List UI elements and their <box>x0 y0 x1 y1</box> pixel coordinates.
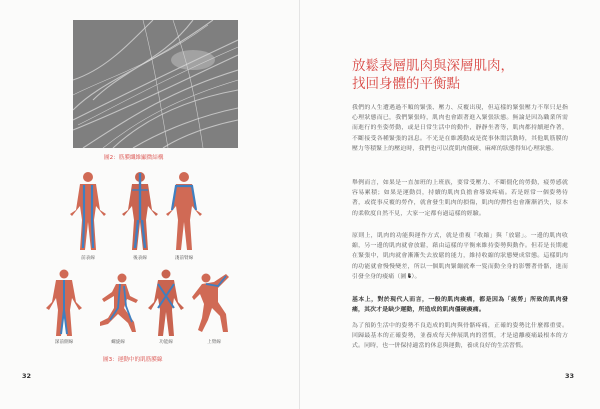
anatomy-figure-arm-line <box>162 170 206 252</box>
anatomy-figure-front-line <box>66 170 110 252</box>
fascia-micrograph-image <box>73 20 238 148</box>
paragraph-1-text: 我們的人生遭遇過不順的緊張、壓力、反覆出現，但這樣的緊張壓力不單只是指心理狀態而已，我們緊張時，肌肉也會跟著進入緊張狀態。無論是因為職業所需而進行的坐姿勞動，或是日常生活中的動作，靜靜坐著等，肌肉都持續運作著，不斷接受各種緊張的訊息。不光是在維護動或是從事休閒活動時，其他肌筋膜的壓力等積緊上的壓迫時，我們也可以從肌肉僵硬、麻痺的狀態得知心理狀態。 <box>352 105 568 152</box>
paragraph-3-text: 原則上，肌肉的功能與運作方式，就是重複「收縮」與「放鬆」。一邊的肌肉收縮，另一邊的肌肉就會放鬆，藉由這樣的平衡來維持姿勢與動作。但若是長期處在緊張中，肌肉就會漸漸失去放鬆的能力，維持收縮的狀態變成常態。這樣肌肉的功能就會慢慢變差，所以一個肌肉緊繃就牽一髮而動全身的影響著骨骼，進而引發全身的痠痛（圖 <box>352 233 568 280</box>
anatomy-figure-deep-front <box>44 268 84 338</box>
body-paragraph-3 <box>352 231 568 293</box>
figure-label-1: 前表線 <box>81 256 95 261</box>
figure-label-3: 淺前臂線 <box>174 256 194 261</box>
anatomy-figure-back-line <box>118 170 162 252</box>
anatomy-figure-functional <box>146 268 186 338</box>
figure-label-5: 螺旋線 <box>111 340 125 345</box>
figure-label-4: 深前側線 <box>54 340 74 345</box>
left-page-number: 32 <box>22 372 32 380</box>
chapter-title-line-2: 找回身體的平衡點 <box>352 76 460 92</box>
figure-label-2: 後表線 <box>133 256 147 261</box>
figure-label-6: 功能線 <box>159 340 173 345</box>
body-paragraph-5 <box>352 321 568 361</box>
paragraph-2-text: 舉例而言，如果是一直加班的上班族，要常受壓力、不斷僵化的勞動，疲勞感就容易累積；如果是運動員，持續的肌肉負擔會導致疼痛。若是經常一個姿勢待著，或從事反覆的勞作，就會發生肌肉的損傷，肌肉的彈性也會漸漸消失，原本的柔軟度自然不見，大家一定都有過這樣的經驗。 <box>352 180 568 217</box>
figure-2-caption: 圖2：筋膜纖維顯微結構 <box>104 155 164 161</box>
figure-ref-badge: 4 <box>408 273 412 279</box>
chapter-title-line-1: 放鬆表層肌肉與深層肌肉， <box>352 58 514 74</box>
right-page-number: 33 <box>565 372 575 380</box>
anatomy-figure-spiral-running <box>96 272 140 334</box>
body-paragraph-1 <box>352 103 568 175</box>
paragraph-4-text: 基本上，對於現代人而言，一般的肌肉痠痛，都是因為「疲勞」所致的肌肉發痛，其次才是缺少運動，所造成的肌肉僵硬痠痛。 <box>352 297 568 314</box>
paragraph-3-tail: ）。 <box>411 273 421 280</box>
figure-3-caption: 圖3：運動中的肌筋膜線 <box>103 357 163 363</box>
anatomy-figure-throwing <box>192 270 236 336</box>
figure-label-7: 上臂線 <box>207 340 221 345</box>
paragraph-5-text: 為了預防生活中的姿勢不良造成的肌肉與骨骼疼痛，正確的姿勢比什麼都重要。回歸最基本的正確姿勢，並養成每天伸展肌肉的習慣，才是遠離痠痛最根本的方式。同時，也一併保持適當的休息與運動，養成良好的生活習慣。 <box>352 323 568 350</box>
body-paragraph-2 <box>352 178 568 230</box>
